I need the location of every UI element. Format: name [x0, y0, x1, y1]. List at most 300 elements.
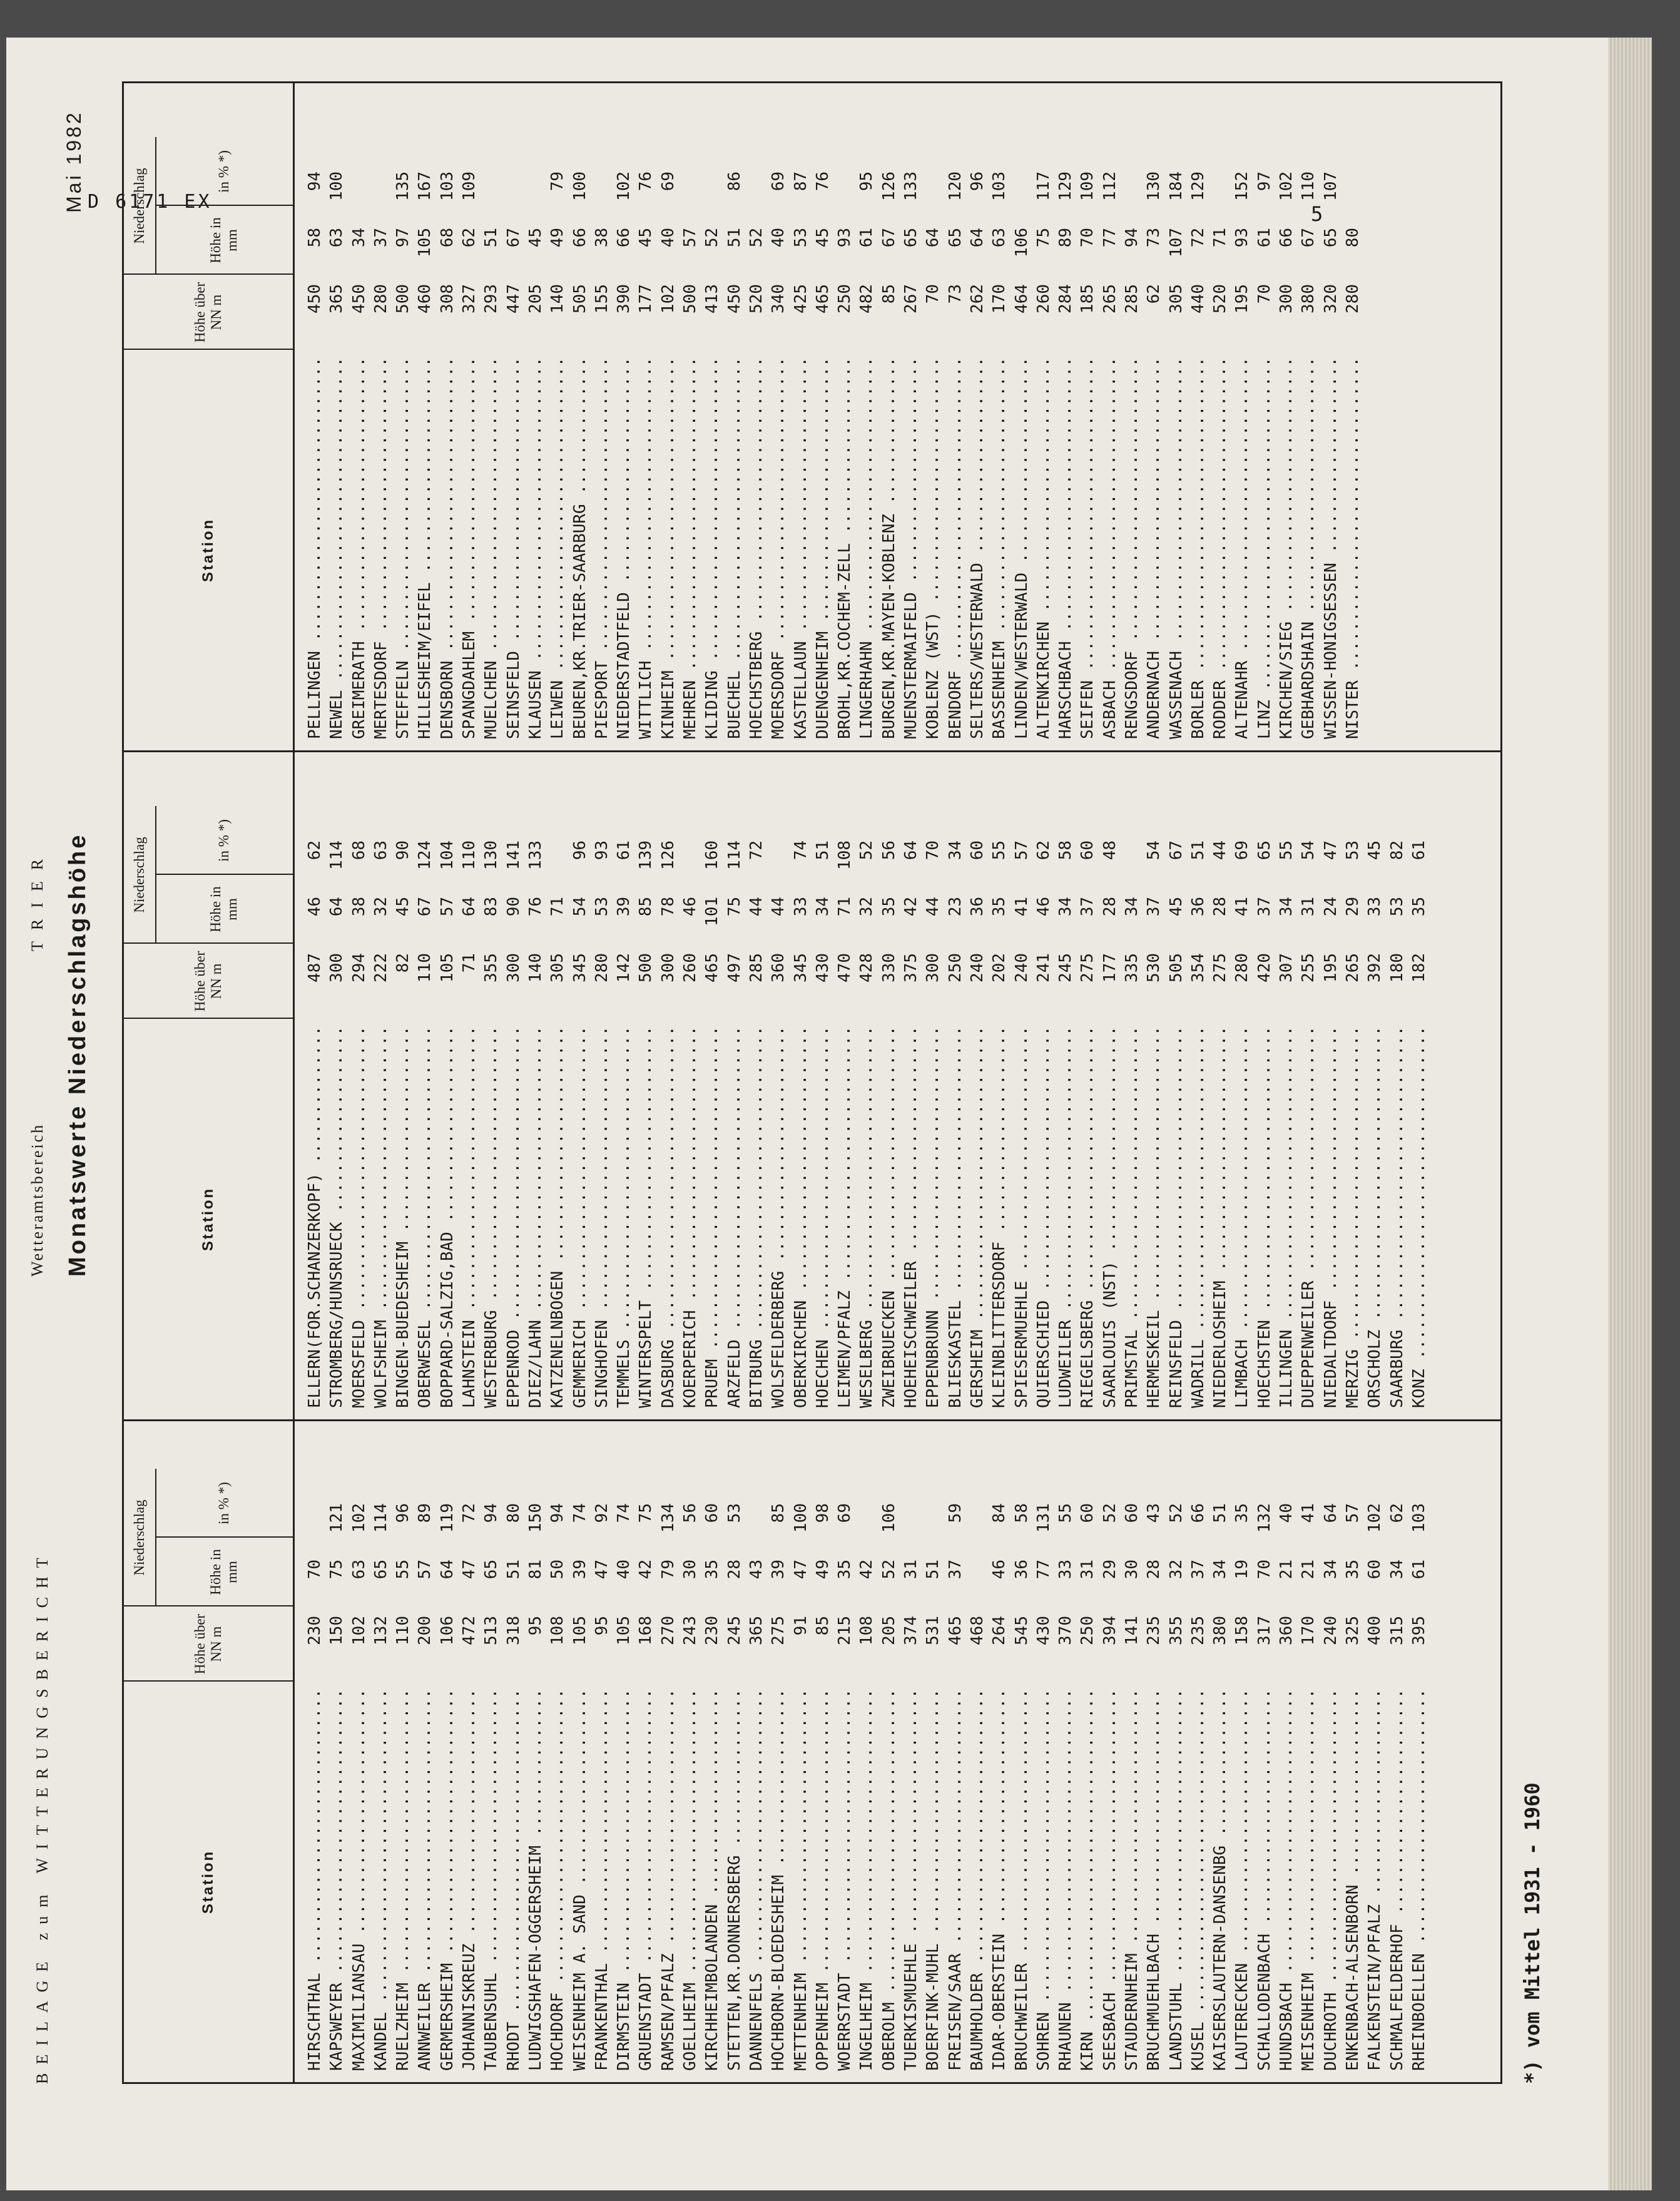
elevation-value: 85 — [812, 1616, 834, 1682]
precip-pct-value: 62 — [305, 840, 324, 860]
table-row — [591, 1421, 613, 2082]
table-row — [525, 1421, 547, 2082]
station-name: DENSBORN ..... — [437, 357, 459, 739]
station-name: KAISERSLAUTERN-DANSENBG ..... — [1209, 1689, 1231, 2071]
table-row — [834, 752, 856, 1419]
precip-mm-value: 75 — [327, 1560, 347, 1580]
precip-pct-value: 85 — [769, 1503, 788, 1523]
elevation-value: 255 — [1298, 953, 1320, 1019]
precip-pct-value: 59 — [945, 1503, 965, 1523]
document-code: D 6171 EX — [88, 191, 212, 213]
elevation-value: 294 — [349, 953, 370, 1019]
precip-mm-value: 40 — [769, 227, 788, 248]
elevation-value: 205 — [525, 284, 547, 350]
precip-mm-value: 29 — [1100, 1560, 1119, 1580]
elevation-value: 307 — [1276, 953, 1298, 1019]
precip-mm-value: 68 — [437, 227, 457, 248]
table-row — [812, 83, 834, 750]
station-name: RHEINBOELLEN ..... — [1408, 1689, 1430, 2071]
precip-pct-value: 129 — [1188, 171, 1208, 201]
station-name: GERSHEIM ..... — [967, 1026, 989, 1408]
elevation-value: 470 — [834, 953, 856, 1019]
station-name: LINGERHAHN ..... — [856, 357, 878, 739]
precip-mm-value: 54 — [570, 896, 589, 917]
elevation-value: 365 — [746, 1616, 768, 1682]
elevation-value: 185 — [1077, 284, 1099, 350]
elevation-value: 280 — [1231, 953, 1253, 1019]
elevation-value: 284 — [1055, 284, 1077, 350]
precip-mm-value: 41 — [1012, 896, 1031, 917]
table-row — [989, 752, 1011, 1419]
elevation-value: 82 — [392, 953, 414, 1019]
station-name: WOERRSTADT ..... — [834, 1689, 856, 2071]
table-row — [1231, 752, 1253, 1419]
table-rows — [304, 83, 1364, 750]
precip-mm-value: 36 — [967, 896, 987, 917]
elevation-value: 497 — [724, 953, 746, 1019]
elevation-value: 365 — [326, 284, 348, 350]
station-name: LINDEN/WESTERWALD ..... — [1011, 357, 1033, 739]
precip-mm-value: 51 — [725, 227, 744, 248]
precip-pct-value: 43 — [1144, 1503, 1164, 1523]
table-row — [746, 1421, 768, 2082]
precip-pct-value: 121 — [327, 1503, 347, 1533]
precip-mm-value: 55 — [394, 1560, 413, 1580]
table-row — [1121, 752, 1143, 1419]
elevation-value: 245 — [724, 1616, 746, 1682]
elevation-value: 327 — [459, 284, 481, 350]
precip-pct-value: 51 — [1211, 1503, 1230, 1523]
precip-mm-value: 45 — [813, 227, 832, 248]
table-row — [1077, 83, 1099, 750]
table-row — [392, 1421, 414, 2082]
precip-pct-value: 126 — [879, 171, 899, 201]
precip-pct-value: 72 — [746, 840, 766, 860]
precip-mm-value: 33 — [1056, 1560, 1076, 1580]
precip-mm-value: 47 — [791, 1560, 810, 1580]
table-row — [1298, 83, 1320, 750]
rotated-content — [28, 31, 1561, 2084]
precip-mm-value: 37 — [1255, 896, 1274, 917]
station-name: BROHL,KR.COCHEM-ZELL ..... — [834, 357, 856, 739]
elevation-value: 280 — [591, 953, 613, 1019]
station-name: LUDWIGSHAFEN-OGGERSHEIM ..... — [525, 1689, 547, 2071]
precip-mm-value: 79 — [658, 1560, 678, 1580]
precip-mm-value: 21 — [1299, 1560, 1318, 1580]
precip-pct-value: 117 — [1034, 171, 1053, 201]
precip-mm-value: 50 — [548, 1560, 568, 1580]
station-name: HERMESKEIL ..... — [1143, 1026, 1165, 1408]
precip-mm-value: 64 — [327, 896, 347, 917]
precip-pct-value: 96 — [570, 840, 589, 860]
table-row — [1166, 83, 1188, 750]
precip-pct-value: 60 — [1122, 1503, 1141, 1523]
station-name: IDAR-OBERSTEIN ..... — [989, 1689, 1011, 2071]
table-row — [569, 1421, 591, 2082]
precip-mm-value: 35 — [1343, 1560, 1362, 1580]
precip-mm-value: 70 — [1078, 227, 1097, 248]
table-row — [856, 1421, 878, 2082]
precip-pct-value: 92 — [592, 1503, 611, 1523]
elevation-value: 195 — [1320, 953, 1342, 1019]
station-name: SAARBURG ..... — [1387, 1026, 1408, 1408]
table-row — [349, 752, 370, 1419]
precip-mm-value: 37 — [945, 1560, 965, 1580]
precip-mm-value: 35 — [835, 1560, 855, 1580]
station-name: OBERWESEL ..... — [414, 1026, 436, 1408]
table-row — [1011, 1421, 1033, 2082]
table-row — [1276, 1421, 1298, 2082]
precip-mm-value: 64 — [967, 227, 987, 248]
elevation-value: 170 — [989, 284, 1011, 350]
station-name: MUENSTERMAIFELD ..... — [900, 357, 922, 739]
precip-pct-value: 76 — [636, 171, 656, 192]
station-name: KAPSWEYER ..... — [326, 1689, 348, 2071]
station-name: LANDSTUHL ..... — [1166, 1689, 1188, 2071]
elevation-value: 374 — [900, 1616, 922, 1682]
station-name: WESELBERG ..... — [856, 1026, 878, 1408]
table-row — [326, 83, 348, 750]
station-header: Station — [124, 1018, 293, 1419]
station-name: BENDORF ..... — [945, 357, 967, 739]
elevation-value: 132 — [370, 1616, 392, 1682]
station-name: SEINSFELD ..... — [503, 357, 525, 739]
precip-pct-value: 69 — [658, 171, 678, 192]
station-name: DASBURG ..... — [658, 1026, 680, 1408]
precip-pct-value: 86 — [725, 171, 744, 192]
precip-mm-value: 85 — [636, 896, 656, 917]
precip-pct-value: 132 — [1255, 1503, 1274, 1533]
elevation-value: 300 — [503, 953, 525, 1019]
table-row — [370, 83, 392, 750]
precip-mm-value: 77 — [1100, 227, 1119, 248]
table-row — [701, 83, 723, 750]
precip-pct-value: 96 — [967, 171, 987, 192]
precip-pct-value: 120 — [945, 171, 965, 201]
station-name: EPPENROD ..... — [503, 1026, 525, 1408]
table-row — [1011, 752, 1033, 1419]
precip-pct-value: 103 — [437, 171, 457, 201]
table-row — [1364, 752, 1386, 1419]
precip-mm-value: 37 — [1144, 896, 1164, 917]
precip-mm-value: 39 — [570, 1560, 589, 1580]
page-number: 5 — [1311, 202, 1323, 226]
station-name: SEIFEN ..... — [1077, 357, 1099, 739]
precip-mm-value: 66 — [1277, 227, 1296, 248]
precip-pct-value: 69 — [1233, 840, 1252, 860]
table-row — [878, 83, 900, 750]
elevation-header: Höhe über NN m — [124, 1605, 293, 1682]
precip-pct-value: 102 — [1277, 171, 1296, 201]
elevation-value: 345 — [790, 953, 812, 1019]
precip-mm-value: 47 — [460, 1560, 479, 1580]
elevation-value: 447 — [503, 284, 525, 350]
station-name: SPIESERMUEHLE ..... — [1011, 1026, 1033, 1408]
elevation-value: 267 — [900, 284, 922, 350]
precip-mm-value: 76 — [526, 896, 545, 917]
precip-mm-value: 64 — [924, 227, 943, 248]
precip-pct-value: 109 — [460, 171, 479, 201]
table-row — [349, 1421, 370, 2082]
precip-mm-value: 41 — [1233, 896, 1252, 917]
elevation-value: 425 — [790, 284, 812, 350]
elevation-value: 472 — [459, 1616, 481, 1682]
wetteramt-label: Wetteramtsbereich — [28, 1123, 46, 1277]
precip-mm-value: 97 — [394, 227, 413, 248]
precip-pct-value: 102 — [349, 1503, 369, 1533]
table-row — [1055, 1421, 1077, 2082]
station-name: STAUDERNHEIM ..... — [1121, 1689, 1143, 2071]
station-name: GOELLHEIM ..... — [680, 1689, 701, 2071]
precip-pct-value: 48 — [1100, 840, 1119, 860]
table-row — [1055, 83, 1077, 750]
elevation-value: 180 — [1387, 953, 1408, 1019]
station-name: RUELZHEIM ..... — [392, 1689, 414, 2071]
station-name: KOERPERICH ..... — [680, 1026, 701, 1408]
station-name: ASBACH ..... — [1099, 357, 1121, 739]
precip-mm-value: 94 — [1122, 227, 1141, 248]
precip-mm-value: 106 — [1012, 227, 1031, 257]
station-name: KUSEL ..... — [1188, 1689, 1209, 2071]
elevation-value: 293 — [481, 284, 502, 350]
table-row — [547, 1421, 569, 2082]
precip-pct-value: 62 — [1034, 840, 1053, 860]
precip-mm-value: 42 — [857, 1560, 877, 1580]
precip-pct-value: 61 — [1409, 840, 1428, 860]
precip-pct-value: 160 — [703, 840, 722, 870]
station-name: MERTESDORF ..... — [370, 357, 392, 739]
precip-mm-header: Höhe in mm — [155, 205, 293, 275]
elevation-value: 285 — [1121, 284, 1143, 350]
station-name: KIRN ..... — [1077, 1689, 1099, 2071]
precip-mm-value: 34 — [1056, 896, 1076, 917]
elevation-value: 464 — [1011, 284, 1033, 350]
precip-pct-value: 94 — [482, 1503, 501, 1523]
precip-pct-value: 114 — [725, 840, 744, 870]
table-row — [437, 752, 459, 1419]
precip-pct-value: 135 — [394, 171, 413, 201]
station-name: PRUEM ..... — [701, 1026, 723, 1408]
station-name: BUECHEL ..... — [724, 357, 746, 739]
table-row — [1033, 1421, 1055, 2082]
precip-pct-value: 95 — [857, 171, 877, 192]
precip-mm-value: 65 — [902, 227, 921, 248]
precip-pct-value: 109 — [1078, 171, 1097, 201]
table-row — [525, 83, 547, 750]
precip-mm-value: 28 — [1144, 1560, 1164, 1580]
elevation-value: 110 — [392, 1616, 414, 1682]
elevation-value: 95 — [591, 1616, 613, 1682]
station-name: BITBURG ..... — [746, 1026, 768, 1408]
table-row — [1099, 83, 1121, 750]
elevation-value: 168 — [635, 1616, 657, 1682]
table-row — [547, 83, 569, 750]
station-name: KIRCHHEIMBOLANDEN ..... — [701, 1689, 723, 2071]
elevation-value: 85 — [878, 284, 900, 350]
precip-pct-value: 45 — [1365, 840, 1385, 860]
station-name: NIEDERLOSHEIM ..... — [1209, 1026, 1231, 1408]
precip-pct-value: 90 — [394, 840, 413, 860]
elevation-value: 305 — [547, 953, 569, 1019]
precip-pct-value: 107 — [1321, 171, 1340, 201]
precip-mm-value: 101 — [703, 896, 722, 926]
elevation-value: 355 — [481, 953, 502, 1019]
station-name: MUELCHEN ..... — [481, 357, 502, 739]
elevation-value: 380 — [1298, 284, 1320, 350]
elevation-value: 380 — [1209, 1616, 1231, 1682]
elevation-value: 177 — [1099, 953, 1121, 1019]
precip-mm-value: 35 — [703, 1560, 722, 1580]
station-name: DIRMSTEIN ..... — [613, 1689, 635, 2071]
precip-mm-value: 61 — [1255, 227, 1274, 248]
table-row — [1077, 1421, 1099, 2082]
table-row — [1320, 752, 1342, 1419]
elevation-value: 140 — [547, 284, 569, 350]
elevation-value: 395 — [1408, 1616, 1430, 1682]
precip-pct-value: 184 — [1166, 171, 1186, 201]
station-name: LIMBACH ..... — [1231, 1026, 1253, 1408]
precip-pct-value: 58 — [1056, 840, 1076, 860]
table-row — [1298, 1421, 1320, 2082]
elevation-value: 230 — [304, 1616, 326, 1682]
station-name: TAUBENSUHL ..... — [481, 1689, 502, 2071]
precip-mm-value: 46 — [681, 896, 700, 917]
precip-mm-header: Höhe in mm — [155, 874, 293, 944]
precip-pct-value: 103 — [1409, 1503, 1428, 1533]
elevation-value: 91 — [790, 1616, 812, 1682]
table-row — [635, 83, 657, 750]
table-row — [1408, 1421, 1430, 2082]
elevation-value: 320 — [1320, 284, 1342, 350]
station-name: FREISEN/SAAR ..... — [945, 1689, 967, 2071]
table-row — [812, 1421, 834, 2082]
elevation-value: 317 — [1254, 1616, 1276, 1682]
station-name: REINSFELD ..... — [1166, 1026, 1188, 1408]
precip-pct-value: 110 — [460, 840, 479, 870]
station-name: NISTER ..... — [1342, 357, 1364, 739]
table-row — [900, 752, 922, 1419]
precip-mm-value: 28 — [1211, 896, 1230, 917]
elevation-value: 305 — [1166, 284, 1188, 350]
precip-pct-value: 60 — [1078, 1503, 1097, 1523]
table-row — [392, 752, 414, 1419]
table-row — [900, 83, 922, 750]
precip-mm-value: 52 — [746, 227, 766, 248]
station-name: TEMMELS ..... — [613, 1026, 635, 1408]
precip-mm-value: 75 — [1034, 227, 1053, 248]
precip-pct-value: 55 — [990, 840, 1009, 860]
station-name: KLIDING ..... — [701, 357, 723, 739]
elevation-header: Höhe über NN m — [124, 273, 293, 350]
precip-mm-value: 36 — [1012, 1560, 1031, 1580]
precip-pct-value: 72 — [460, 1503, 479, 1523]
station-name: DUEPPENWEILER ..... — [1298, 1026, 1320, 1408]
station-name: DUCHROTH ..... — [1320, 1689, 1342, 2071]
precip-mm-header: Höhe in mm — [155, 1536, 293, 1606]
station-name: RIEGELSBERG ..... — [1077, 1026, 1099, 1408]
table-row — [834, 83, 856, 750]
precip-mm-value: 34 — [1387, 1560, 1407, 1580]
precip-mm-value: 28 — [1100, 896, 1119, 917]
precip-pct-value: 60 — [1078, 840, 1097, 860]
table-row — [790, 83, 812, 750]
station-name: HOCHBORN-BLOEDESHEIM ..... — [768, 1689, 790, 2071]
station-name: DUENGENHEIM ..... — [812, 357, 834, 739]
station-name: GREIMERATH ..... — [349, 357, 370, 739]
precip-mm-value: 21 — [1277, 1560, 1296, 1580]
station-name: WINTERSPELT ..... — [635, 1026, 657, 1408]
station-name: LAUTERECKEN ..... — [1231, 1689, 1253, 2071]
precip-mm-value: 67 — [415, 896, 435, 917]
precip-pct-value: 51 — [1188, 840, 1208, 860]
table-row — [1011, 83, 1033, 750]
precip-mm-value: 63 — [990, 227, 1009, 248]
table-row — [768, 752, 790, 1419]
precip-pct-value: 110 — [1299, 171, 1318, 201]
precip-pct-value: 102 — [614, 171, 634, 201]
station-name: BLIESKASTEL ..... — [945, 1026, 967, 1408]
precip-mm-value: 35 — [990, 896, 1009, 917]
station-name: HILLESHEIM/EIFEL ..... — [414, 357, 436, 739]
station-name: TUERKISMUEHLE ..... — [900, 1689, 922, 2071]
station-name: BINGEN-BUEDESHEIM ..... — [392, 1026, 414, 1408]
elevation-value: 140 — [525, 953, 547, 1019]
table-block — [122, 1421, 1502, 2084]
table-row — [1254, 752, 1276, 1419]
precip-pct-value: 87 — [791, 171, 810, 192]
table-row — [1254, 1421, 1276, 2082]
table-row — [1276, 83, 1298, 750]
table-row — [503, 1421, 525, 2082]
precip-pct-value: 74 — [614, 1503, 634, 1523]
table-row — [878, 1421, 900, 2082]
station-name: HIRSCHTHAL ..... — [304, 1689, 326, 2071]
precip-pct-value: 55 — [1056, 1503, 1076, 1523]
precip-pct-value: 100 — [570, 171, 589, 201]
precip-mm-value: 28 — [725, 1560, 744, 1580]
precip-mm-value: 32 — [1166, 1560, 1186, 1580]
precip-mm-value: 38 — [349, 896, 369, 917]
precip-pct-value: 66 — [1188, 1503, 1208, 1523]
precip-mm-value: 42 — [902, 896, 921, 917]
station-name: RHAUNEN ..... — [1055, 1689, 1077, 2071]
table-row — [1342, 1421, 1364, 2082]
elevation-value: 243 — [680, 1616, 701, 1682]
table-row — [812, 752, 834, 1419]
elevation-value: 275 — [1209, 953, 1231, 1019]
elevation-value: 308 — [437, 284, 459, 350]
station-name: MEHREN ..... — [680, 357, 701, 739]
elevation-value: 300 — [658, 953, 680, 1019]
elevation-value: 275 — [1077, 953, 1099, 1019]
station-name: SCHMALFELDERHOF ..... — [1387, 1689, 1408, 2071]
station-name: EPPENBRUNN ..... — [922, 1026, 944, 1408]
station-name: WESTERBURG ..... — [481, 1026, 502, 1408]
table-row — [569, 83, 591, 750]
table-row — [459, 1421, 481, 2082]
station-name: RAMSEN/PFALZ ..... — [658, 1689, 680, 2071]
station-name: SELTERS/WESTERWALD ..... — [967, 357, 989, 739]
table-row — [481, 83, 502, 750]
precip-mm-value: 78 — [658, 896, 678, 917]
station-name: MOERSFELD ..... — [349, 1026, 370, 1408]
table-row — [922, 1421, 944, 2082]
precip-pct-value: 34 — [945, 840, 965, 860]
station-name: ARZFELD ..... — [724, 1026, 746, 1408]
station-name: HOEHEISCHWEILER ..... — [900, 1026, 922, 1408]
table-row — [1188, 1421, 1209, 2082]
station-name: RODDER ..... — [1209, 357, 1231, 739]
